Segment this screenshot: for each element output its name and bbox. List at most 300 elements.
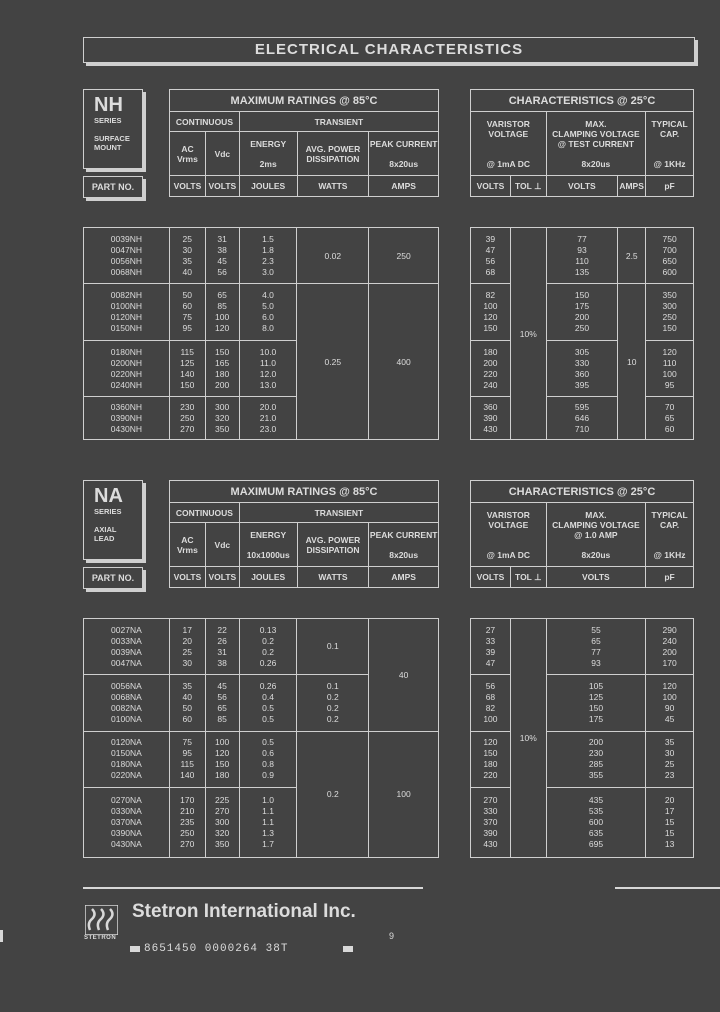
nh-ac-header: AC Vrms (170, 132, 206, 176)
table-row (84, 731, 439, 787)
clamp-volts-value: 150 (588, 702, 604, 713)
ac-vrms-value: 115 (180, 346, 194, 357)
vdc-value: 320 (215, 827, 230, 838)
vdc-value: 26 (217, 635, 227, 646)
avg-power-value: 0.2 (326, 691, 339, 702)
varistor-volts-value: 430 (483, 838, 498, 849)
vdc-value: 320 (215, 412, 230, 423)
part-no-value: 0430NA (111, 838, 142, 849)
ac-vrms-value: 115 (180, 759, 195, 770)
clamp-volts (546, 787, 645, 857)
capacitance-value: 120 (662, 680, 677, 691)
nh-unit-clamp-amps: AMPS (618, 176, 646, 197)
clamp-volts-value: 150 (574, 290, 590, 301)
part-no-value: 0027NA (111, 624, 142, 635)
vdc (205, 340, 239, 396)
na-unit-tol: TOL ⊥ (510, 567, 546, 588)
capacitance-value: 45 (664, 713, 675, 724)
nh-unit-amps: AMPS (369, 176, 439, 197)
na-ratings-data (83, 618, 439, 858)
clamp-volts-value: 305 (574, 346, 590, 357)
energy-value: 1.8 (262, 244, 274, 255)
vdc-value: 150 (215, 346, 230, 357)
energy (239, 619, 297, 675)
clamp-volts (546, 340, 618, 396)
table-row (471, 284, 694, 340)
nh-unit-clamp-volts: VOLTS (546, 176, 617, 197)
vdc-value: 31 (217, 646, 227, 657)
clamp-volts-value: 110 (575, 255, 589, 266)
nh-varistor-header: VARISTOR VOLTAGE @ 1mA DC (471, 112, 547, 176)
avg-power (297, 619, 369, 675)
varistor-volts-value: 39 (485, 646, 496, 657)
tolerance: 10% (510, 619, 546, 858)
na-transient: TRANSIENT (239, 503, 438, 523)
part-no-value: 0039NA (111, 646, 142, 657)
capacitance-value: 90 (664, 702, 675, 713)
vdc-value: 165 (215, 357, 230, 368)
table-row (471, 340, 694, 396)
part-no (84, 675, 170, 731)
avg-power: 0.2 (297, 731, 369, 857)
vdc-value: 56 (217, 691, 227, 702)
varistor-volts-value: 100 (483, 301, 498, 312)
vdc (205, 228, 239, 284)
nh-unit-tol: TOL ⊥ (510, 176, 546, 197)
nh-unit-joules: JOULES (239, 176, 297, 197)
varistor-volts-value: 180 (483, 759, 498, 770)
part-no-value: 0330NA (111, 805, 142, 816)
ac-vrms-value: 95 (182, 748, 192, 759)
clamp-volts (546, 675, 645, 731)
part-no-value: 0100NA (111, 713, 142, 724)
part-no-value: 0180NA (111, 759, 142, 770)
clamp-volts-value: 595 (574, 401, 590, 412)
ac-vrms-value: 50 (182, 702, 192, 713)
energy (239, 675, 297, 731)
nh-cap-header: TYPICAL CAP. @ 1KHz (646, 112, 694, 176)
varistor-volts-value: 330 (483, 805, 498, 816)
varistor-volts-value: 120 (483, 737, 498, 748)
ac-vrms-value: 30 (182, 657, 192, 668)
clamp-amps: 10 (618, 284, 646, 440)
energy-value: 12.0 (259, 368, 277, 379)
vdc-value: 22 (217, 624, 227, 635)
clamp-volts-value: 77 (591, 646, 601, 657)
table-row (471, 397, 694, 440)
clamp-volts-value: 710 (574, 423, 590, 434)
energy-value: 0.5 (262, 713, 274, 724)
na-unit-pf: pF (646, 567, 694, 588)
energy-value: 0.26 (259, 680, 277, 691)
varistor-volts-value: 150 (483, 748, 498, 759)
varistor-volts-value: 150 (483, 323, 498, 334)
vdc-value: 180 (215, 368, 230, 379)
varistor-volts-value: 82 (485, 290, 496, 301)
varistor-volts-value: 390 (483, 412, 498, 423)
capacitance (646, 284, 694, 340)
ac-vrms-value: 210 (180, 805, 195, 816)
footer-rule-left (83, 887, 423, 889)
company-name: Stetron International Inc. (132, 901, 356, 922)
clamp-volts-value: 65 (591, 635, 601, 646)
clamp-volts-value: 105 (588, 680, 604, 691)
part-no-value: 0100NH (110, 301, 142, 312)
capacitance-value: 300 (662, 301, 677, 312)
nh-char-title: CHARACTERISTICS @ 25°C (471, 90, 694, 112)
part-no-value: 0082NA (111, 702, 142, 713)
varistor-volts-value: 220 (483, 770, 498, 781)
part-no (84, 397, 170, 440)
na-avg-header: AVG. POWER DISSIPATION (297, 523, 369, 567)
ac-vrms-value: 230 (180, 401, 195, 412)
ac-vrms-value: 250 (180, 827, 195, 838)
varistor-volts-value: 200 (483, 357, 498, 368)
na-unit-var-volts: VOLTS (471, 567, 511, 588)
varistor-volts-value: 68 (485, 266, 496, 277)
ac-vrms (169, 340, 205, 396)
varistor-volts-value: 27 (485, 624, 496, 635)
nh-energy-header: ENERGY 2ms (239, 132, 297, 176)
avg-power: 0.02 (297, 228, 369, 284)
ac-vrms-value: 30 (182, 244, 192, 255)
capacitance-value: 30 (664, 748, 675, 759)
avg-power-value: 0.2 (326, 702, 339, 713)
varistor-volts-value: 220 (483, 368, 498, 379)
vdc (205, 619, 239, 675)
clamp-volts (546, 397, 618, 440)
peak-current: 100 (369, 731, 439, 857)
energy-value: 1.7 (262, 838, 274, 849)
varistor-volts (471, 340, 511, 396)
vdc-value: 100 (215, 737, 230, 748)
ac-vrms-value: 50 (182, 290, 192, 301)
part-no-value: 0047NH (110, 244, 142, 255)
part-no-value: 0056NH (110, 255, 142, 266)
clamp-volts-value: 200 (574, 312, 590, 323)
document-code: 8651450 0000264 38T (144, 943, 289, 955)
varistor-volts-value: 39 (485, 233, 496, 244)
varistor-volts-value: 100 (483, 713, 498, 724)
ac-vrms-value: 125 (180, 357, 195, 368)
clamp-volts (546, 731, 645, 787)
capacitance-value: 350 (662, 290, 677, 301)
capacitance-value: 23 (664, 770, 675, 781)
part-no-value: 0180NH (110, 346, 142, 357)
energy-value: 3.0 (262, 266, 274, 277)
clamp-volts-value: 55 (591, 624, 601, 635)
vdc (205, 787, 239, 857)
energy-value: 1.3 (262, 827, 274, 838)
vdc-value: 31 (217, 233, 227, 244)
energy-value: 0.5 (262, 737, 274, 748)
capacitance (646, 619, 694, 675)
energy (239, 731, 297, 787)
varistor-volts (471, 284, 511, 340)
energy-value: 13.0 (259, 379, 277, 390)
part-no (84, 340, 170, 396)
part-no-value: 0047NA (111, 657, 142, 668)
nh-series-label: NH (94, 94, 123, 116)
energy-value: 1.0 (262, 794, 274, 805)
na-vdc-header: Vdc (205, 523, 239, 567)
ac-vrms-value: 95 (182, 323, 192, 334)
part-no (84, 619, 170, 675)
vdc-value: 200 (215, 379, 230, 390)
capacitance-value: 20 (664, 794, 675, 805)
part-no-value: 0068NH (110, 266, 142, 277)
energy-value: 2.3 (262, 255, 274, 266)
nh-vdc-header: Vdc (205, 132, 239, 176)
ac-vrms-value: 75 (182, 312, 192, 323)
part-no-value: 0039NH (110, 233, 142, 244)
varistor-volts-value: 47 (485, 244, 496, 255)
energy-value: 4.0 (262, 290, 274, 301)
varistor-volts-value: 360 (483, 401, 498, 412)
na-cap-header: TYPICAL CAP. @ 1KHz (646, 503, 694, 567)
clamp-volts-value: 125 (588, 691, 604, 702)
varistor-volts-value: 120 (483, 312, 498, 323)
nh-max-ratings-header (169, 89, 439, 197)
varistor-volts-value: 430 (483, 423, 498, 434)
capacitance-value: 600 (662, 266, 677, 277)
vdc-value: 180 (215, 770, 230, 781)
varistor-volts-value: 180 (483, 346, 498, 357)
varistor-volts-value: 270 (483, 794, 498, 805)
part-no-value: 0033NA (111, 635, 142, 646)
capacitance-value: 100 (662, 691, 677, 702)
part-no-value: 0220NA (111, 770, 142, 781)
capacitance-value: 200 (662, 646, 677, 657)
capacitance-value: 100 (662, 368, 677, 379)
table-row (84, 619, 439, 675)
capacitance-value: 95 (664, 379, 675, 390)
varistor-volts-value: 56 (485, 680, 496, 691)
ac-vrms-value: 35 (182, 680, 192, 691)
clamp-volts-value: 285 (588, 759, 604, 770)
energy-value: 0.9 (262, 770, 274, 781)
part-no-value: 0068NA (111, 691, 142, 702)
ac-vrms-value: 235 (180, 816, 195, 827)
capacitance-value: 700 (662, 244, 677, 255)
na-char-title: CHARACTERISTICS @ 25°C (471, 481, 694, 503)
vdc (205, 731, 239, 787)
ac-vrms-value: 20 (182, 635, 192, 646)
edge-mark (0, 930, 3, 942)
na-series-box (83, 480, 143, 560)
avg-power-value: 0.1 (326, 680, 339, 691)
vdc-value: 45 (217, 680, 227, 691)
ac-vrms (169, 397, 205, 440)
na-characteristics-data (470, 618, 694, 858)
vdc-value: 120 (215, 323, 230, 334)
vdc-value: 270 (215, 805, 230, 816)
logo-text: STETRON (84, 935, 117, 941)
ac-vrms-value: 60 (182, 301, 192, 312)
ac-vrms-value: 270 (180, 838, 195, 849)
clamp-volts-value: 695 (588, 838, 604, 849)
avg-power-value: 0.2 (326, 713, 339, 724)
ac-vrms (169, 284, 205, 340)
energy-value: 20.0 (259, 401, 277, 412)
capacitance-value: 17 (664, 805, 675, 816)
vdc-value: 150 (215, 759, 230, 770)
nh-unit-volts2: VOLTS (205, 176, 239, 197)
clamp-volts-value: 77 (577, 233, 587, 244)
ac-vrms-value: 35 (182, 255, 192, 266)
clamp-volts-value: 355 (588, 770, 604, 781)
ac-vrms-value: 40 (182, 266, 192, 277)
varistor-volts-value: 390 (483, 827, 498, 838)
capacitance-value: 650 (662, 255, 677, 266)
part-no (84, 284, 170, 340)
part-no-value: 0120NA (111, 737, 142, 748)
ac-vrms-value: 170 (180, 794, 195, 805)
ac-vrms-value: 140 (180, 770, 195, 781)
varistor-volts-value: 68 (485, 691, 496, 702)
capacitance-value: 70 (664, 401, 675, 412)
nh-continuous: CONTINUOUS (170, 112, 240, 132)
energy-value: 11.0 (260, 357, 276, 368)
vdc (205, 397, 239, 440)
energy-value: 1.1 (262, 816, 274, 827)
clamp-volts-value: 93 (591, 657, 601, 668)
energy (239, 284, 297, 340)
energy (239, 787, 297, 857)
capacitance (646, 675, 694, 731)
nh-ratings-data (83, 227, 439, 440)
part-no-value: 0240NH (110, 379, 142, 390)
nh-part-no-header: PART NO. (83, 176, 143, 198)
na-max-title: MAXIMUM RATINGS @ 85°C (170, 481, 439, 503)
varistor-volts-value: 56 (485, 255, 496, 266)
ac-vrms-value: 40 (182, 691, 192, 702)
nh-characteristics-header (470, 89, 694, 197)
capacitance (646, 787, 694, 857)
part-no (84, 787, 170, 857)
ac-vrms (169, 619, 205, 675)
part-no-value: 0150NH (110, 323, 142, 334)
energy-value: 6.0 (262, 312, 274, 323)
barcode-mark-left (130, 946, 140, 952)
peak-current: 250 (369, 228, 439, 284)
nh-peak-header: PEAK CURRENT 8x20us (369, 132, 439, 176)
part-no (84, 228, 170, 284)
clamp-volts-value: 330 (574, 357, 590, 368)
energy-value: 0.6 (262, 748, 274, 759)
varistor-volts-value: 33 (485, 635, 496, 646)
table-row (471, 675, 694, 731)
energy-value: 21.0 (259, 412, 277, 423)
varistor-volts-value: 82 (485, 702, 496, 713)
capacitance-value: 170 (662, 657, 677, 668)
part-no (84, 731, 170, 787)
na-part-no-header: PART NO. (83, 567, 143, 589)
part-no-value: 0370NA (111, 816, 142, 827)
capacitance-value: 15 (664, 827, 675, 838)
energy (239, 340, 297, 396)
part-no-value: 0082NH (110, 290, 142, 301)
avg-power: 0.25 (297, 284, 369, 440)
vdc-value: 300 (215, 816, 230, 827)
varistor-volts-value: 370 (483, 816, 498, 827)
varistor-volts (471, 731, 511, 787)
clamp-volts-value: 250 (574, 323, 590, 334)
table-row (84, 284, 439, 340)
page-title: ELECTRICAL CHARACTERISTICS (83, 37, 695, 63)
vdc-value: 100 (215, 312, 230, 323)
ac-vrms-value: 17 (182, 624, 192, 635)
energy-value: 0.5 (262, 702, 274, 713)
nh-unit-watts: WATTS (297, 176, 369, 197)
capacitance-value: 25 (664, 759, 675, 770)
vdc-value: 85 (217, 713, 227, 724)
avg-power (297, 675, 369, 731)
na-unit-volts: VOLTS (170, 567, 206, 588)
ac-vrms-value: 270 (180, 423, 195, 434)
nh-series-sub: SERIES SURFACE MOUNT (94, 116, 130, 152)
energy-value: 23.0 (259, 423, 277, 434)
ac-vrms (169, 787, 205, 857)
energy-value: 0.13 (259, 624, 277, 635)
vdc-value: 56 (217, 266, 227, 277)
clamp-volts (546, 228, 618, 284)
clamp-volts-value: 360 (574, 368, 590, 379)
clamp-volts-value: 200 (588, 737, 604, 748)
capacitance-value: 15 (664, 816, 675, 827)
stetron-logo-icon (85, 905, 118, 935)
capacitance (646, 397, 694, 440)
part-no-value: 0120NH (110, 312, 142, 323)
capacitance-value: 13 (664, 838, 675, 849)
varistor-volts (471, 619, 511, 675)
peak-current: 40 (369, 619, 439, 732)
ac-vrms-value: 60 (182, 713, 192, 724)
capacitance (646, 228, 694, 284)
vdc-value: 65 (217, 290, 227, 301)
energy-value: 0.2 (262, 635, 274, 646)
nh-unit-pf: pF (646, 176, 694, 197)
capacitance-value: 750 (662, 233, 677, 244)
na-unit-watts: WATTS (297, 567, 369, 588)
peak-current: 400 (369, 284, 439, 440)
ac-vrms-value: 250 (180, 412, 195, 423)
clamp-volts-value: 646 (574, 412, 590, 423)
footer-rule-right (615, 887, 720, 889)
part-no-value: 0056NA (111, 680, 142, 691)
energy-value: 1.5 (262, 233, 274, 244)
energy-value: 1.1 (262, 805, 274, 816)
na-unit-volts2: VOLTS (205, 567, 239, 588)
clamp-volts-value: 395 (574, 379, 590, 390)
table-row (471, 619, 694, 675)
capacitance-value: 120 (662, 346, 677, 357)
clamp-volts-value: 135 (574, 266, 590, 277)
na-energy-header: ENERGY 10x1000us (239, 523, 297, 567)
energy-value: 8.0 (262, 323, 274, 334)
page-number: 9 (389, 931, 395, 941)
vdc-value: 38 (217, 244, 227, 255)
nh-max-title: MAXIMUM RATINGS @ 85°C (170, 90, 439, 112)
part-no-value: 0430NH (110, 423, 142, 434)
nh-avg-header: AVG. POWER DISSIPATION (297, 132, 369, 176)
clamp-volts-value: 230 (588, 748, 604, 759)
vdc-value: 225 (215, 794, 230, 805)
capacitance-value: 290 (662, 624, 677, 635)
energy (239, 228, 297, 284)
varistor-volts-value: 240 (483, 379, 498, 390)
varistor-volts (471, 787, 511, 857)
